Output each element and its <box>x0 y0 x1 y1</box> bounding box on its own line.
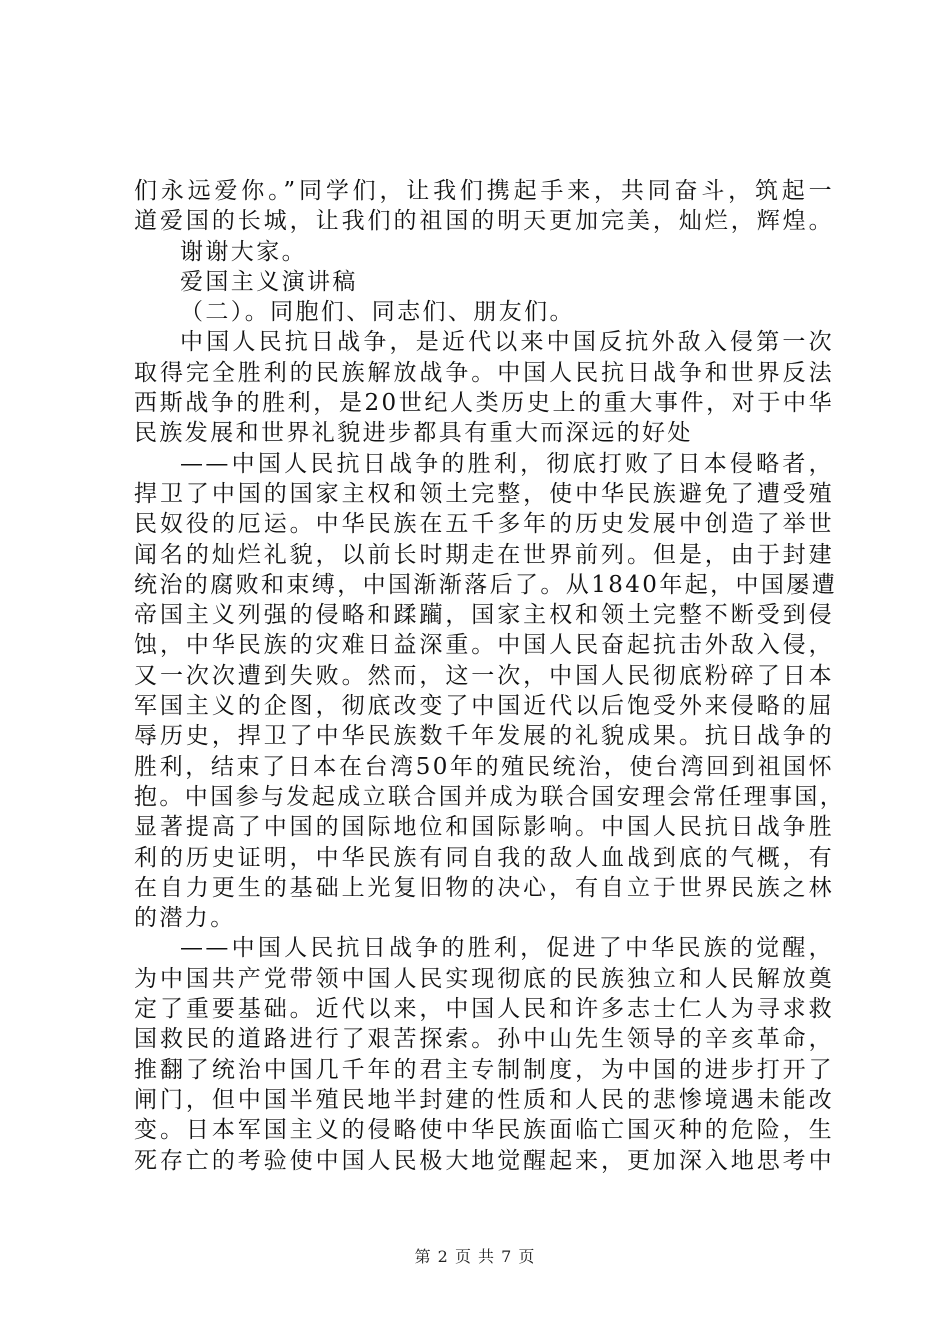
text-line: 又一次次遭到失败。然而，这一次，中国人民彻底粉碎了日本 <box>134 662 834 689</box>
text-line: 谢谢大家。 <box>180 238 307 265</box>
document-body <box>134 176 846 1176</box>
text-line: 定了重要基础。近代以来，中国人民和许多志士仁人为寻求救 <box>134 996 834 1023</box>
text-line: 西斯战争的胜利，是20世纪人类历史上的重大事件，对于中华 <box>134 390 834 417</box>
text-line: 显著提高了中国的国际地位和国际影响。中国人民抗日战争胜 <box>134 814 834 841</box>
text-line: 取得完全胜利的民族解放战争。中国人民抗日战争和世界反法 <box>134 359 834 386</box>
text-line: ——中国人民抗日战争的胜利，彻底打败了日本侵略者， <box>180 450 834 477</box>
text-line: 闸门，但中国半殖民地半封建的性质和人民的悲惨境遇未能改 <box>134 1086 834 1113</box>
text-line: 国救民的道路进行了艰苦探索。孙中山先生领导的辛亥革命， <box>134 1026 834 1053</box>
text-line: 中国人民抗日战争，是近代以来中国反抗外敌入侵第一次 <box>180 329 834 356</box>
speech-title: 爱国主义演讲稿 <box>180 268 358 295</box>
page-number-footer: 第 2 页 共 7 页 <box>414 1247 536 1266</box>
text-line: 民族发展和世界礼貌进步都具有重大而深远的好处 <box>134 420 693 447</box>
text-line: 军国主义的企图，彻底改变了中国近代以后饱受外来侵略的屈 <box>134 693 834 720</box>
text-line: 民奴役的厄运。中华民族在五千多年的历史发展中创造了举世 <box>134 511 834 538</box>
text-line: 蚀，中华民族的灾难日益深重。中国人民奋起抗击外敌入侵， <box>134 632 834 659</box>
text-line: 为中国共产党带领中国人民实现彻底的民族独立和人民解放奠 <box>134 965 834 992</box>
text-line: 胜利，结束了日本在台湾50年的殖民统治，使台湾回到祖国怀 <box>134 753 834 780</box>
text-line: 抱。中国参与发起成立联合国并成为联合国安理会常任理事国， <box>134 783 846 810</box>
text-line: 闻名的灿烂礼貌，以前长时期走在世界前列。但是，由于封建 <box>134 541 834 568</box>
text-line: 道爱国的长城，让我们的祖国的明天更加完美，灿烂，辉煌。 <box>134 208 834 235</box>
text-line: 捍卫了中国的国家主权和领土完整，使中华民族避免了遭受殖 <box>134 480 834 507</box>
text-line: 利的历史证明，中华民族有同自我的敌人血战到底的气概，有 <box>134 844 834 871</box>
text-line: ——中国人民抗日战争的胜利，促进了中华民族的觉醒， <box>180 935 834 962</box>
text-line: 辱历史，捍卫了中华民族数千年发展的礼貌成果。抗日战争的 <box>134 723 834 750</box>
text-line: 变。日本军国主义的侵略使中华民族面临亡国灭种的危险，生 <box>134 1117 834 1144</box>
text-line: 的潜力。 <box>134 905 236 932</box>
text-line: 推翻了统治中国几千年的君主专制制度，为中国的进步打开了 <box>134 1056 834 1083</box>
text-line: 帝国主义列强的侵略和蹂躏，国家主权和领土完整不断受到侵 <box>134 602 834 629</box>
text-line: 统治的腐败和束缚，中国渐渐落后了。从1840年起，中国屡遭 <box>134 571 838 598</box>
text-line: 在自力更生的基础上光复旧物的决心，有自立于世界民族之林 <box>134 874 834 901</box>
text-line: （二）。同胞们、同志们、朋友们。 <box>180 299 575 326</box>
text-line: 死存亡的考验使中国人民极大地觉醒起来，更加深入地思考中 <box>134 1147 834 1174</box>
text-line: 们永远爱你。”同学们，让我们携起手来，共同奋斗，筑起一 <box>134 178 834 204</box>
